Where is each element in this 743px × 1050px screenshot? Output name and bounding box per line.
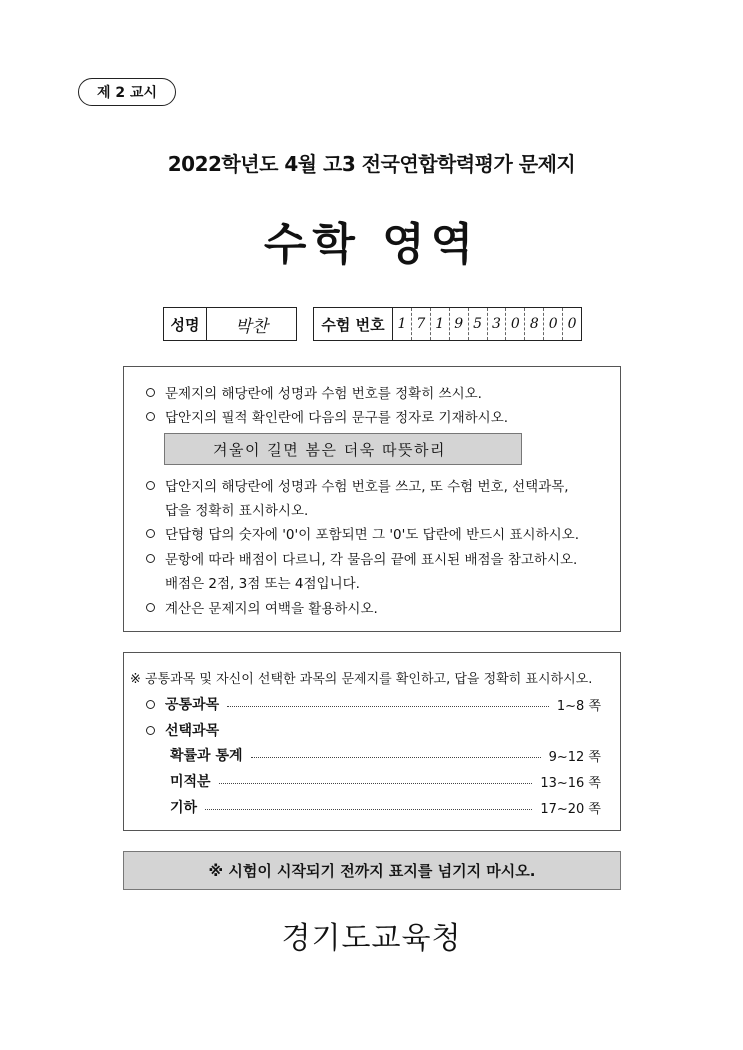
bullet-circle-icon [146,529,155,538]
exam-number-digit: 0 [506,308,525,340]
warning-banner [123,851,621,890]
subject-title: 수학 영역 [263,219,480,270]
toc-row-elective [170,771,601,791]
toc-common-pages: 1~8 쪽 [556,698,601,714]
instruction-text: 답을 정확히 표시하시오. [165,503,309,519]
handwriting-phrase-box [164,433,522,465]
instruction-text: 단답형 답의 숫자에 '0'이 포함되면 그 '0'도 답란에 반드시 표시하시오. [165,527,580,543]
instruction-text: 답안지의 필적 확인란에 다음의 문구를 정자로 기재하시오. [165,410,509,426]
name-label: 성명 [164,308,207,340]
toc-note: ※ 공통과목 및 자신이 선택한 과목의 문제지를 확인하고, 답을 정확히 표시하시오. [130,672,593,687]
bullet-circle-icon [146,412,155,421]
dotted-leader [219,783,533,784]
instruction-item [146,548,577,568]
instruction-text: 답안지의 해당란에 성명과 수험 번호를 쓰고, 또 수험 번호, 선택과목, [165,479,569,495]
exam-number-digit: 0 [544,308,563,340]
toc-elective-name: 확률과 통계 [170,748,243,764]
instruction-item [146,382,482,402]
dotted-leader [205,809,532,810]
issuer-name: 경기도교육청 [281,921,462,956]
exam-number-digit: 1 [393,308,412,340]
session-label: 제 2 교시 [96,85,158,101]
exam-number-digit: 7 [412,308,431,340]
bullet-circle-icon [146,554,155,563]
toc-elective-pages: 17~20 쪽 [540,801,601,817]
exam-number-digit: 5 [469,308,488,340]
toc-row-elective [170,797,601,817]
toc-elective-pages: 13~16 쪽 [540,775,601,791]
exam-number-digit: 3 [488,308,507,340]
exam-number-digit: 1 [431,308,450,340]
instruction-text: 문제지의 해당란에 성명과 수험 번호를 정확히 쓰시오. [165,386,482,402]
instruction-item [146,406,508,426]
exam-number-digit: 9 [450,308,469,340]
instruction-text: 배점은 2점, 3점 또는 4점입니다. [165,576,360,592]
bullet-circle-icon [146,481,155,490]
instruction-item [146,523,579,543]
instruction-continuation [165,572,360,592]
instruction-item [146,597,378,617]
toc-elective-name: 미적분 [170,774,211,790]
bullet-circle-icon [146,388,155,397]
exam-number-field [313,307,582,341]
instruction-item [146,475,569,495]
toc-row-common [146,694,601,714]
exam-title: 2022학년도 4월 고3 전국연합학력평가 문제지 [167,152,576,176]
exam-number-label: 수험 번호 [314,308,393,340]
dotted-leader [227,706,549,707]
toc-elective-pages: 9~12 쪽 [548,749,601,765]
session-badge [78,78,176,106]
name-value: 박찬 [235,316,268,337]
instruction-text: 계산은 문제지의 여백을 활용하시오. [165,601,378,617]
toc-elective-label: 선택과목 [165,723,220,739]
bullet-circle-icon [146,726,155,735]
handwriting-phrase: 겨울이 길면 봄은 더욱 따뜻하리 [213,440,446,459]
bullet-circle-icon [146,603,155,612]
exam-number-digit: 8 [525,308,544,340]
instruction-continuation [165,499,308,519]
bullet-circle-icon [146,700,155,709]
toc-elective-header [146,720,219,740]
name-field [163,307,297,341]
exam-number-digits [393,308,581,340]
toc-common-label: 공통과목 [165,697,220,713]
instruction-text: 문항에 따라 배점이 다르니, 각 물음의 끝에 표시된 배점을 참고하시오. [165,552,578,568]
warning-text: ※ 시험이 시작되기 전까지 표지를 넘기지 마시오. [208,862,536,880]
exam-number-digit: 0 [567,316,577,332]
dotted-leader [251,757,541,758]
toc-row-elective [170,745,601,765]
toc-elective-name: 기하 [170,800,198,816]
